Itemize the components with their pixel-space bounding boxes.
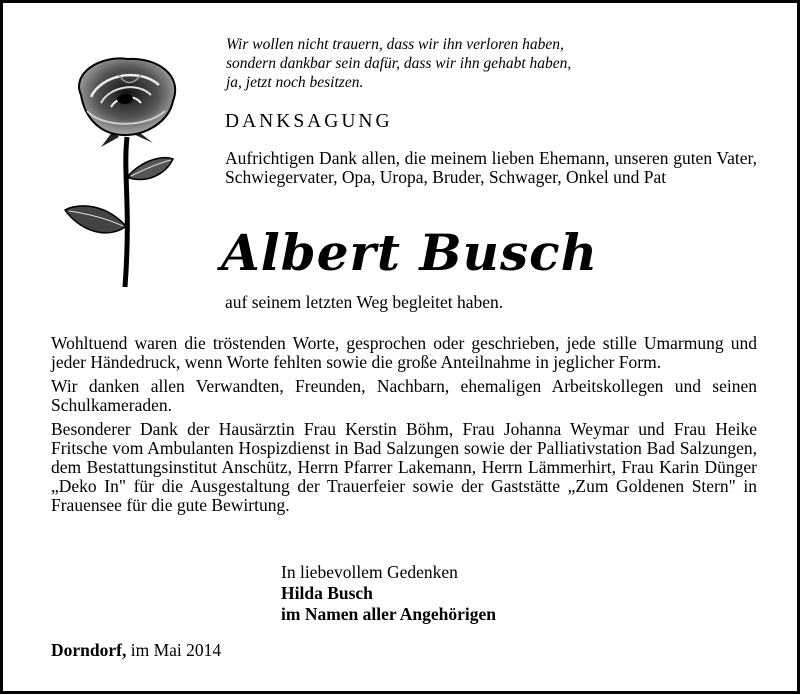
signer-name: Hilda Busch (281, 583, 373, 603)
deceased-name: Albert Busch (221, 223, 598, 282)
intro-text: Aufrichtigen Dank allen, die meinem lieben Ehemann, unseren guten Vater, Schwiegervater, Opa, Uropa, Bruder, Schwager, Onkel und Pat (225, 148, 757, 187)
motto-verse (226, 35, 646, 92)
paragraph-1: Wohltuend waren die tröstenden Worte, gesprochen oder geschrieben, jede stille Umarmung und jeder Händedruck, wenn Worte fehlten sowie die große Anteilnahme in jeglicher Form. (51, 333, 757, 372)
paragraph-3: Besonderer Dank der Hausärztin Frau Kerstin Böhm, Frau Johanna Weymar und Frau Heike Fritsche vom Ambulanten Hospizdienst in Bad Salzungen sowie der Palliativstation Bad Salzungen, dem Bestattungsinstitut Anschütz, Herrn Pfarrer Lakemann, Herrn Lämmerhirt, Frau Karin Dünger „Deko In" für die Ausgestaltung der Trauerfeier sowie der Gaststätte „Zum Goldenen Stern" in Frauensee für die gute Bewirtung. (51, 419, 757, 515)
date-text: im Mai 2014 (130, 640, 222, 660)
heading-danksagung: DANKSAGUNG (225, 111, 393, 132)
rose-icon (61, 55, 201, 287)
closing-line: In liebevollem Gedenken (281, 562, 458, 582)
motto-line-2: sondern dankbar sein dafür, dass wir ihn gehabt haben, (226, 55, 572, 72)
body-text (51, 334, 757, 520)
paragraph-2: Wir danken allen Verwandten, Freunden, Nachbarn, ehemaligen Arbeitskollegen und seinen Schulkameraden. (51, 376, 757, 415)
motto-line-3: ja, jetzt noch besitzen. (226, 74, 364, 91)
on-behalf-line: im Namen aller Angehörigen (281, 604, 497, 624)
place-date (51, 640, 221, 661)
town-name: Dorndorf, (51, 640, 127, 660)
closing-block (281, 562, 496, 625)
after-name-text: auf seinem letzten Weg begleitet haben. (225, 292, 504, 312)
motto-line-1: Wir wollen nicht trauern, dass wir ihn verloren haben, (226, 36, 564, 53)
